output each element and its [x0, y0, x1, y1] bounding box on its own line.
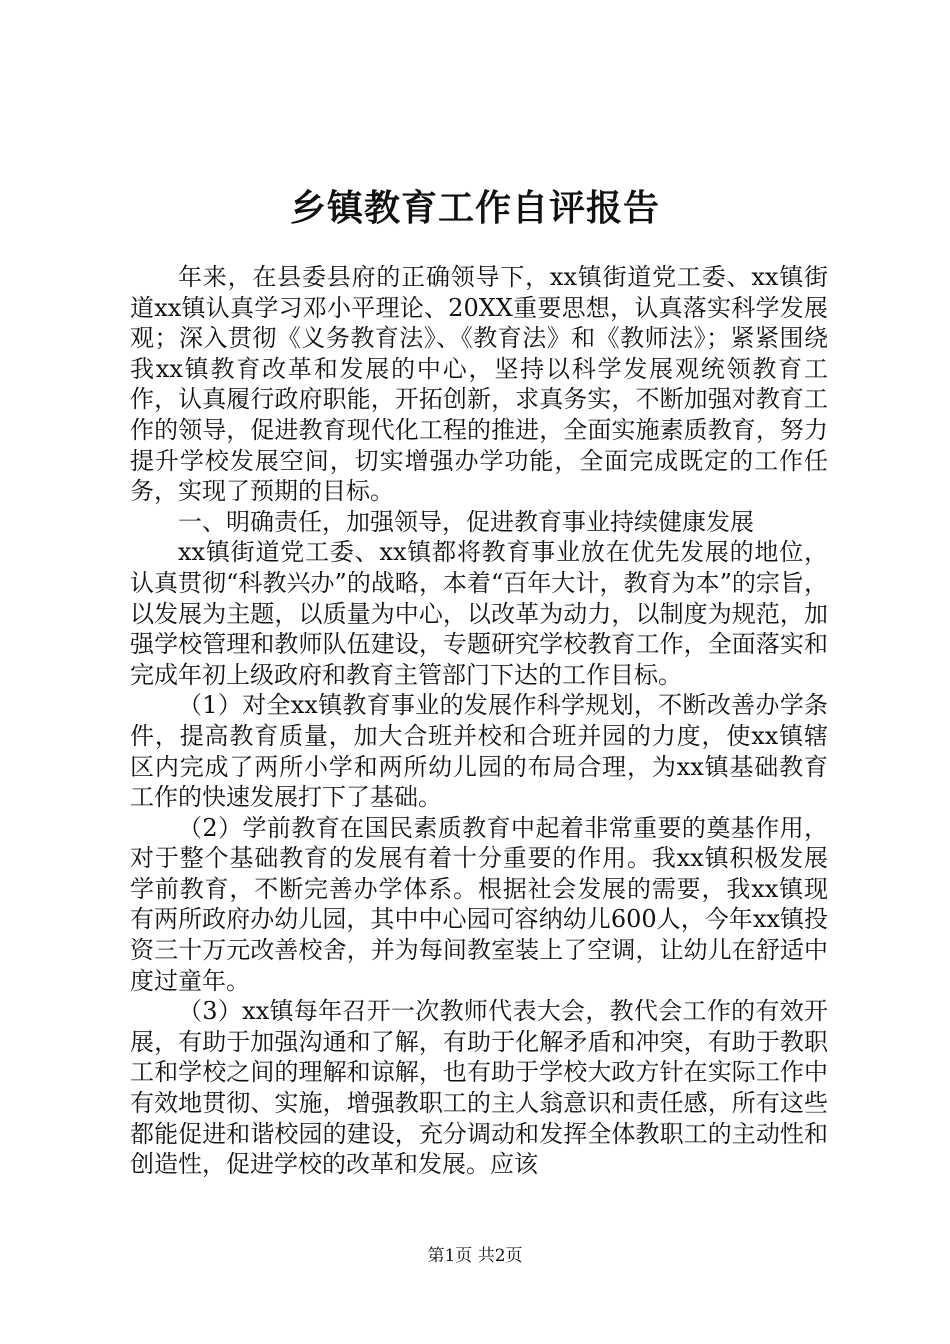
item-3-paragraph: （3）xx镇每年召开一次教师代表大会，教代会工作的有效开展，有助于加强沟通和了解，有助于化解矛盾和冲突，有助于教职工和学校之间的理解和谅解，也有助于学校大政方针在实际工作中有效地贯彻、实施，增强教职工的主人翁意识和责任感，所有这些都能促进和谐校园的建设，充分调动和发挥全体教职工的主动性和创造性，促进学校的改革和发展。应该 — [130, 997, 828, 1179]
intro-paragraph: 年来，在县委县府的正确领导下，xx镇街道党工委、xx镇街道xx镇认真学习邓小平理论、20XX重要思想，认真落实科学发展观；深入贯彻《义务教育法》、《教育法》和《教师法》；紧紧围绕我xx镇教育改革和发展的中心，坚持以科学发展观统领教育工作，认真履行政府职能，开拓创新，求真务实，不断加强对教育工作的领导，促进教育现代化工程的推进，全面实施素质教育，努力提升学校发展空间，切实增强办学功能，全面完成既定的工作任务，实现了预期的目标。 — [130, 263, 828, 506]
page-title: 乡镇教育工作自评报告 — [289, 187, 660, 229]
document-body — [130, 262, 828, 1180]
section-paragraph: xx镇街道党工委、xx镇都将教育事业放在优先发展的地位，认真贯彻“科教兴办”的战略，本着“百年大计，教育为本”的宗旨，以发展为主题，以质量为中心，以改革为动力，以制度为规范，加强学校管理和教师队伍建设，专题研究学校教育工作，全面落实和完成年初上级政府和教育主管部门下达的工作目标。 — [130, 538, 828, 689]
page-footer: 第1页 共2页 — [427, 1246, 523, 1266]
item-2-paragraph: （2）学前教育在国民素质教育中起着非常重要的奠基作用，对于整个基础教育的发展有着十分重要的作用。我xx镇积极发展学前教育，不断完善办学体系。根据社会发展的需要，我xx镇现有两所政府办幼儿园，其中中心园可容纳幼儿600人，今年xx镇投资三十万元改善校舍，并为每间教室装上了空调，让幼儿在舒适中度过童年。 — [130, 813, 828, 995]
item-1-paragraph: （1）对全xx镇教育事业的发展作科学规划，不断改善办学条件，提高教育质量，加大合班并校和合班并园的力度，使xx镇辖区内完成了两所小学和两所幼儿园的布局合理，为xx镇基础教育工作的快速发展打下了基础。 — [130, 691, 828, 812]
section-heading: 一、明确责任，加强领导，促进教育事业持续健康发展 — [178, 507, 754, 536]
